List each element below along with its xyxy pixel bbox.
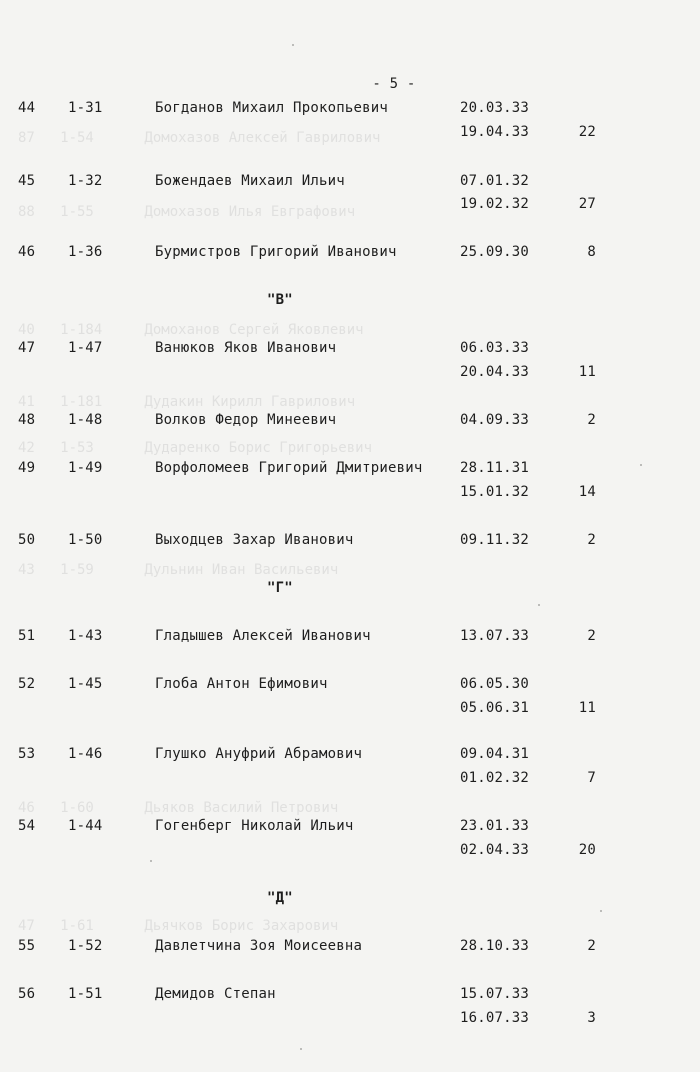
entry-date-end: 05.06.31 <box>460 700 530 716</box>
entry-date-start: 09.04.31 <box>460 746 530 762</box>
entry-name: Гогенберг Николай Ильич <box>155 818 354 834</box>
entry-count: 22 <box>578 124 596 140</box>
entry-name: Ванюков Яков Иванович <box>155 340 337 356</box>
paper-speck <box>150 860 152 862</box>
section-header-d: "Д" <box>267 890 293 906</box>
entry-date-start: 06.05.30 <box>460 676 530 692</box>
entry-date-start: 09.11.32 <box>460 532 530 548</box>
entry-code: 1-32 <box>68 173 103 189</box>
entry-name: Выходцев Захар Иванович <box>155 532 354 548</box>
entry-count: 2 <box>587 532 596 548</box>
entry-number: 44 <box>18 100 36 116</box>
page-number: - 5 - <box>372 76 416 92</box>
entry-count: 7 <box>587 770 596 786</box>
entry-date-start: 28.11.31 <box>460 460 530 476</box>
entry-code: 1-46 <box>68 746 103 762</box>
entry-number: 56 <box>18 986 36 1002</box>
bleed-through-text: 43 1-59 Дульнин Иван Васильевич <box>18 562 339 578</box>
paper-speck <box>600 910 602 912</box>
entry-count: 11 <box>578 700 596 716</box>
entry-number: 53 <box>18 746 36 762</box>
bleed-through-text: 47 1-61 Дьячков Борис Захарович <box>18 918 339 934</box>
entry-count: 27 <box>578 196 596 212</box>
bleed-through-text: 88 1-55 Домохазов Илья Евграфович <box>18 204 356 220</box>
entry-count: 2 <box>587 628 596 644</box>
entry-number: 45 <box>18 173 36 189</box>
entry-date-end: 19.02.32 <box>460 196 530 212</box>
section-header-v: "В" <box>267 292 293 308</box>
entry-count: 11 <box>578 364 596 380</box>
entry-name: Гладышев Алексей Иванович <box>155 628 371 644</box>
entry-code: 1-51 <box>68 986 103 1002</box>
entry-count: 2 <box>587 412 596 428</box>
entry-date-start: 25.09.30 <box>460 244 530 260</box>
entry-name: Бурмистров Григорий Иванович <box>155 244 397 260</box>
entry-date-start: 15.07.33 <box>460 986 530 1002</box>
entry-date-start: 06.03.33 <box>460 340 530 356</box>
entry-number: 48 <box>18 412 36 428</box>
entry-date-end: 02.04.33 <box>460 842 530 858</box>
bleed-through-text: 41 1-181 Дудакин Кирилл Гаврилович <box>18 394 356 410</box>
entry-date-end: 01.02.32 <box>460 770 530 786</box>
section-header-g: "Г" <box>267 580 293 596</box>
entry-name: Демидов Степан <box>155 986 276 1002</box>
entry-code: 1-45 <box>68 676 103 692</box>
bleed-through-text: 40 1-184 Домоханов Сергей Яковлевич <box>18 322 364 338</box>
entry-name: Давлетчина Зоя Моисеевна <box>155 938 363 954</box>
paper-speck <box>292 44 294 46</box>
entry-date-start: 04.09.33 <box>460 412 530 428</box>
entry-date-end: 15.01.32 <box>460 484 530 500</box>
entry-number: 46 <box>18 244 36 260</box>
entry-date-start: 20.03.33 <box>460 100 530 116</box>
entry-date-end: 20.04.33 <box>460 364 530 380</box>
entry-name: Божендаев Михаил Ильич <box>155 173 345 189</box>
entry-number: 51 <box>18 628 36 644</box>
bleed-through-text: 46 1-60 Дьяков Василий Петрович <box>18 800 339 816</box>
entry-date-start: 07.01.32 <box>460 173 530 189</box>
bleed-through-text: 42 1-53 Дударенко Борис Григорьевич <box>18 440 373 456</box>
entry-code: 1-49 <box>68 460 103 476</box>
entry-code: 1-48 <box>68 412 103 428</box>
entry-code: 1-36 <box>68 244 103 260</box>
entry-count: 20 <box>578 842 596 858</box>
entry-number: 55 <box>18 938 36 954</box>
entry-count: 2 <box>587 938 596 954</box>
paper-speck <box>538 604 540 606</box>
entry-count: 3 <box>587 1010 596 1026</box>
entry-code: 1-43 <box>68 628 103 644</box>
entry-number: 54 <box>18 818 36 834</box>
entry-number: 50 <box>18 532 36 548</box>
entry-count: 8 <box>587 244 596 260</box>
entry-code: 1-31 <box>68 100 103 116</box>
entry-name: Глушко Ануфрий Абрамович <box>155 746 363 762</box>
paper-speck <box>640 464 642 466</box>
entry-number: 49 <box>18 460 36 476</box>
entry-number: 47 <box>18 340 36 356</box>
entry-name: Волков Федор Минеевич <box>155 412 337 428</box>
entry-name: Глоба Антон Ефимович <box>155 676 328 692</box>
entry-date-start: 28.10.33 <box>460 938 530 954</box>
entry-date-start: 23.01.33 <box>460 818 530 834</box>
entry-code: 1-44 <box>68 818 103 834</box>
entry-name: Ворфоломеев Григорий Дмитриевич <box>155 460 423 476</box>
entry-count: 14 <box>578 484 596 500</box>
entry-name: Богданов Михаил Прокопьевич <box>155 100 388 116</box>
entry-date-end: 19.04.33 <box>460 124 530 140</box>
entry-date-end: 16.07.33 <box>460 1010 530 1026</box>
entry-code: 1-52 <box>68 938 103 954</box>
entry-code: 1-47 <box>68 340 103 356</box>
paper-speck <box>300 1048 302 1050</box>
entry-date-start: 13.07.33 <box>460 628 530 644</box>
entry-code: 1-50 <box>68 532 103 548</box>
entry-number: 52 <box>18 676 36 692</box>
bleed-through-text: 87 1-54 Домохазов Алексей Гаврилович <box>18 130 381 146</box>
